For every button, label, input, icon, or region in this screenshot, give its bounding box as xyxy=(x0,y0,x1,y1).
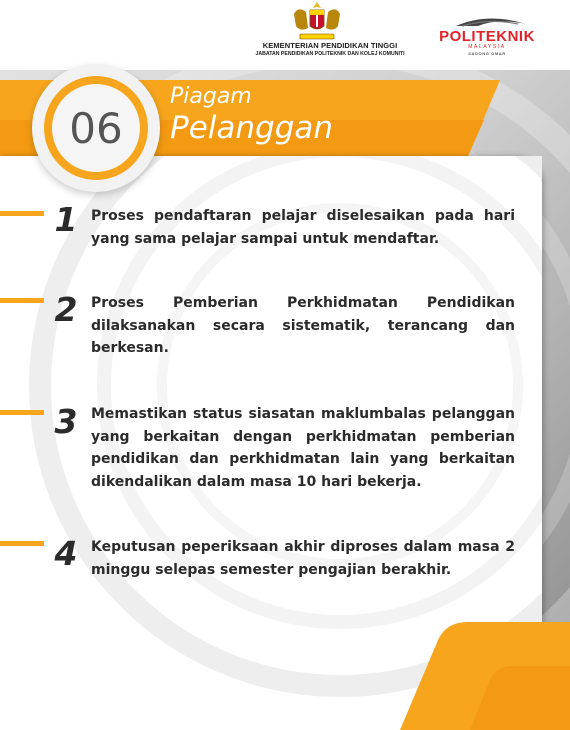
section-title-line2: Pelanggan xyxy=(170,110,334,146)
list-item-number: 3 xyxy=(54,402,78,441)
list-item-number: 1 xyxy=(54,200,78,239)
section-title-line1: Piagam xyxy=(170,84,252,109)
politeknik-logo-subtext: MALAYSIA xyxy=(468,44,506,50)
list-item-text: Proses Pemberian Perkhidmatan Pendidikan dilaksanakan secara sistematik, terancang dan berkesan. xyxy=(91,295,515,356)
list-item-number: 4 xyxy=(54,534,78,573)
politeknik-logo-text: POLITEKNIK xyxy=(439,28,535,45)
politeknik-campus-text: SADONG OMAR xyxy=(468,51,506,56)
list-item-number: 2 xyxy=(54,290,78,329)
ministry-title: KEMENTERIAN PENDIDIKAN TINGGI xyxy=(262,41,398,50)
list-item-text: Memastikan status siasatan maklumbalas pelanggan yang berkaitan dengan perkhidmatan pemberian pendidikan dan perkhidmatan lain yang berkaitan dikendalikan dalam masa 10 hari bekerja. xyxy=(91,406,515,490)
section-number: 06 xyxy=(52,84,140,172)
list-item-text: Keputusan peperiksaan akhir diproses dalam masa 2 minggu selepas semester pengajian berakhir. xyxy=(91,539,515,578)
list-item-text: Proses pendaftaran pelajar diselesaikan pada hari yang sama pelajar sampai untuk mendaftar. xyxy=(91,208,515,247)
department-title: JABATAN PENDIDIKAN POLITEKNIK DAN KOLEJ KOMUNITI xyxy=(255,51,405,57)
